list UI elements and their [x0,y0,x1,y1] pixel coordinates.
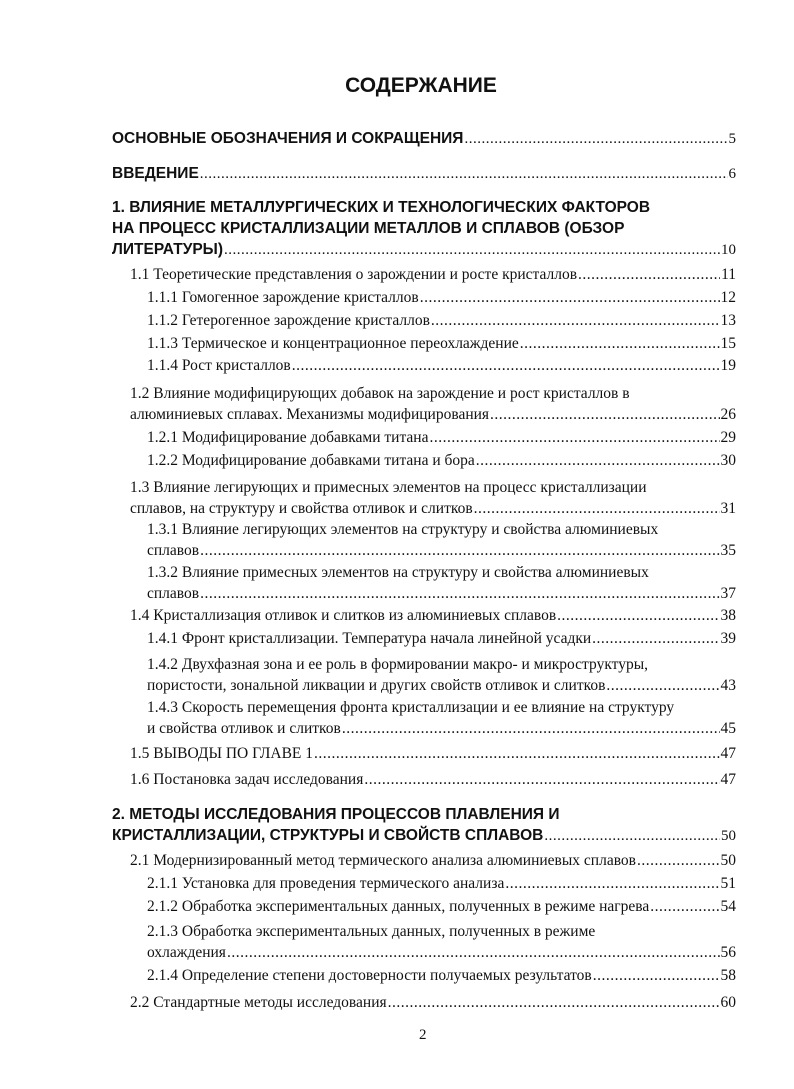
toc-entry-text: 1.4.2 Двухфазная зона и ее роль в формировании макро- и микроструктуры, [147,656,649,673]
toc-entry-text: 1.3.1 Влияние легирующих элементов на структуру и свойства алюминиевых [147,521,659,538]
toc-entry-text: ВВЕДЕНИЕ [112,165,199,182]
toc-page-number: 54 [720,898,736,915]
dot-leader [292,355,720,376]
toc-entry-text: 2.1 Модернизированный метод термического анализа алюминиевых сплавов [130,852,636,869]
toc-entry[interactable] [147,921,736,963]
dot-leader [476,450,720,471]
toc-entry-text: сплавов [147,542,200,559]
toc-entry-text: 2. МЕТОДЫ ИССЛЕДОВАНИЯ ПРОЦЕССОВ ПЛАВЛЕНИЯ И [112,806,560,823]
toc-entry[interactable] [147,965,736,986]
toc-entry-text: и свойства отливок и слитков [147,720,341,737]
toc-page-number: 29 [720,429,736,446]
toc-entry[interactable] [130,383,736,425]
dot-leader [429,427,719,448]
toc-page-number: 43 [720,677,736,694]
toc-page-number: 13 [720,312,736,329]
toc-entry-text: 2.1.3 Обработка экспериментальных данных, полученных в режиме [147,923,596,940]
dot-leader [200,583,719,604]
toc-page-number: 31 [720,500,736,517]
toc-page-number: 26 [720,406,736,423]
toc-entry-text: 1.5 ВЫВОДЫ ПО ГЛАВЕ 1 [130,745,314,762]
toc-page-number: 37 [720,585,736,602]
toc-entry-text: пористости, зональной ликвации и других свойств отливок и слитков [147,677,606,694]
toc-page-number: 38 [720,607,736,624]
toc-page-number: 11 [721,266,736,283]
toc-page-number: 51 [720,875,736,892]
toc-entry-text: 1.4 Кристаллизация отливок и слитков из алюминиевых сплавов [130,607,557,624]
toc-entry-text: 2.1.2 Обработка экспериментальных данных, полученных в режиме нагрева [147,898,650,915]
dot-leader [592,628,719,649]
toc-page-number: 39 [720,630,736,647]
toc-page-number: 15 [720,335,736,352]
dot-leader [606,675,719,696]
toc-entry-text: 1.1.2 Гетерогенное зарождение кристаллов [147,312,430,329]
dot-leader [364,769,719,790]
toc-entry-text: 1.3 Влияние легирующих и примесных элементов на процесс кристаллизации [130,479,647,496]
dot-leader [200,540,719,561]
toc-page-number: 35 [720,542,736,559]
dot-leader [474,498,720,519]
toc-entry-text: ОСНОВНЫЕ ОБОЗНАЧЕНИЯ И СОКРАЩЕНИЯ [112,130,464,147]
toc-entry[interactable] [130,850,736,871]
toc-entry-text: охлаждения [147,944,226,961]
toc-entry[interactable] [147,896,736,917]
toc-page-number: 58 [720,967,736,984]
toc-entry-text: 1.1.3 Термическое и концентрационное переохлаждение [147,335,519,352]
toc-entry[interactable] [112,163,736,184]
toc-entry-text: 1.2.2 Модифицирование добавками титана и бора [147,452,475,469]
toc-page-number: 47 [720,771,736,788]
toc-entry[interactable] [147,562,736,604]
toc-page-number: 56 [720,944,736,961]
toc-entry-text: 1.2 Влияние модифицирующих добавок на зарождение и рост кристаллов в [130,385,630,402]
toc-entry[interactable] [147,697,736,739]
toc-entry-text: сплавов [147,585,200,602]
toc-entry-text: 1.1.4 Рост кристаллов [147,357,291,374]
page-number: 2 [419,1027,427,1043]
toc-page-number: 6 [728,166,736,182]
toc-entry[interactable] [130,992,736,1013]
toc-page-number: 30 [720,452,736,469]
dot-leader [637,850,720,871]
toc-entry-text: ЛИТЕРАТУРЫ) [112,241,224,258]
toc-entry[interactable] [112,804,736,846]
toc-entry-text: 1.4.3 Скорость перемещения фронта кристаллизации и ее влияние на структуру [147,699,675,716]
toc-entry[interactable] [130,769,736,790]
toc-entry[interactable] [147,310,736,331]
toc-entry[interactable] [130,477,736,519]
toc-page-number: 10 [721,242,736,258]
toc-entry[interactable] [147,654,736,696]
toc-entry-text: НА ПРОЦЕСС КРИСТАЛЛИЗАЦИИ МЕТАЛЛОВ И СПЛАВОВ (ОБЗОР [112,220,625,237]
toc-entry-text: алюминиевых сплавах. Механизмы модифицирования [130,406,490,423]
toc-entry[interactable] [147,628,736,649]
toc-entry-text: КРИСТАЛЛИЗАЦИИ, СТРУКТУРЫ И СВОЙСТВ СПЛАВОВ [112,827,544,844]
dot-leader [520,333,720,354]
toc-page-number: 50 [721,828,736,844]
toc-entry[interactable] [112,197,736,260]
toc-entry-text: 1.4.1 Фронт кристаллизации. Температура начала линейной усадки [147,630,592,647]
toc-entry[interactable] [147,427,736,448]
dot-leader [505,873,719,894]
toc-title: СОДЕРЖАНИЕ [345,74,497,97]
toc-page-number: 45 [720,720,736,737]
dot-leader [200,166,728,183]
dot-leader [650,896,719,917]
toc-entry[interactable] [147,355,736,376]
dot-leader [431,310,720,331]
toc-page-number: 12 [720,289,736,306]
toc-page-number: 5 [728,131,736,147]
dot-leader [224,242,720,259]
toc-page-number: 50 [720,852,736,869]
toc-entry-text: 1.1 Теоретические представления о зарождении и росте кристаллов [130,266,578,283]
dot-leader [578,264,720,285]
toc-page-number: 19 [720,357,736,374]
toc-entry[interactable] [147,873,736,894]
toc-entry-text: 1.1.1 Гомогенное зарождение кристаллов [147,289,419,306]
dot-leader [464,131,727,148]
toc-entry-text: 1.3.2 Влияние примесных элементов на структуру и свойства алюминиевых [147,564,649,581]
toc-entry-text: сплавов, на структуру и свойства отливок и слитков [130,500,473,517]
dot-leader [490,404,719,425]
toc-page-number: 47 [720,745,736,762]
dot-leader [593,965,720,986]
toc-page-number: 60 [720,994,736,1011]
toc-entry[interactable] [147,287,736,308]
toc-entry[interactable] [130,605,736,626]
toc-entry-text: 1. ВЛИЯНИЕ МЕТАЛЛУРГИЧЕСКИХ И ТЕХНОЛОГИЧЕСКИХ ФАКТОРОВ [112,199,651,216]
dot-leader [314,743,719,764]
toc-entry[interactable] [130,264,736,285]
toc-entry[interactable] [147,519,736,561]
toc-entry[interactable] [112,128,736,149]
dot-leader [544,828,720,845]
dot-leader [227,942,720,963]
toc-entry-text: 1.2.1 Модифицирование добавками титана [147,429,429,446]
dot-leader [388,992,720,1013]
toc-entry-text: 2.1.1 Установка для проведения термического анализа [147,875,505,892]
dot-leader [342,718,720,739]
toc-entry-text: 2.2 Стандартные методы исследования [130,994,387,1011]
toc-entry[interactable] [147,450,736,471]
toc-entry[interactable] [130,743,736,764]
toc-entry[interactable] [147,333,736,354]
toc-entry-text: 2.1.4 Определение степени достоверности получаемых результатов [147,967,592,984]
toc-entry-text: 1.6 Постановка задач исследования [130,771,364,788]
dot-leader [557,605,719,626]
dot-leader [420,287,720,308]
